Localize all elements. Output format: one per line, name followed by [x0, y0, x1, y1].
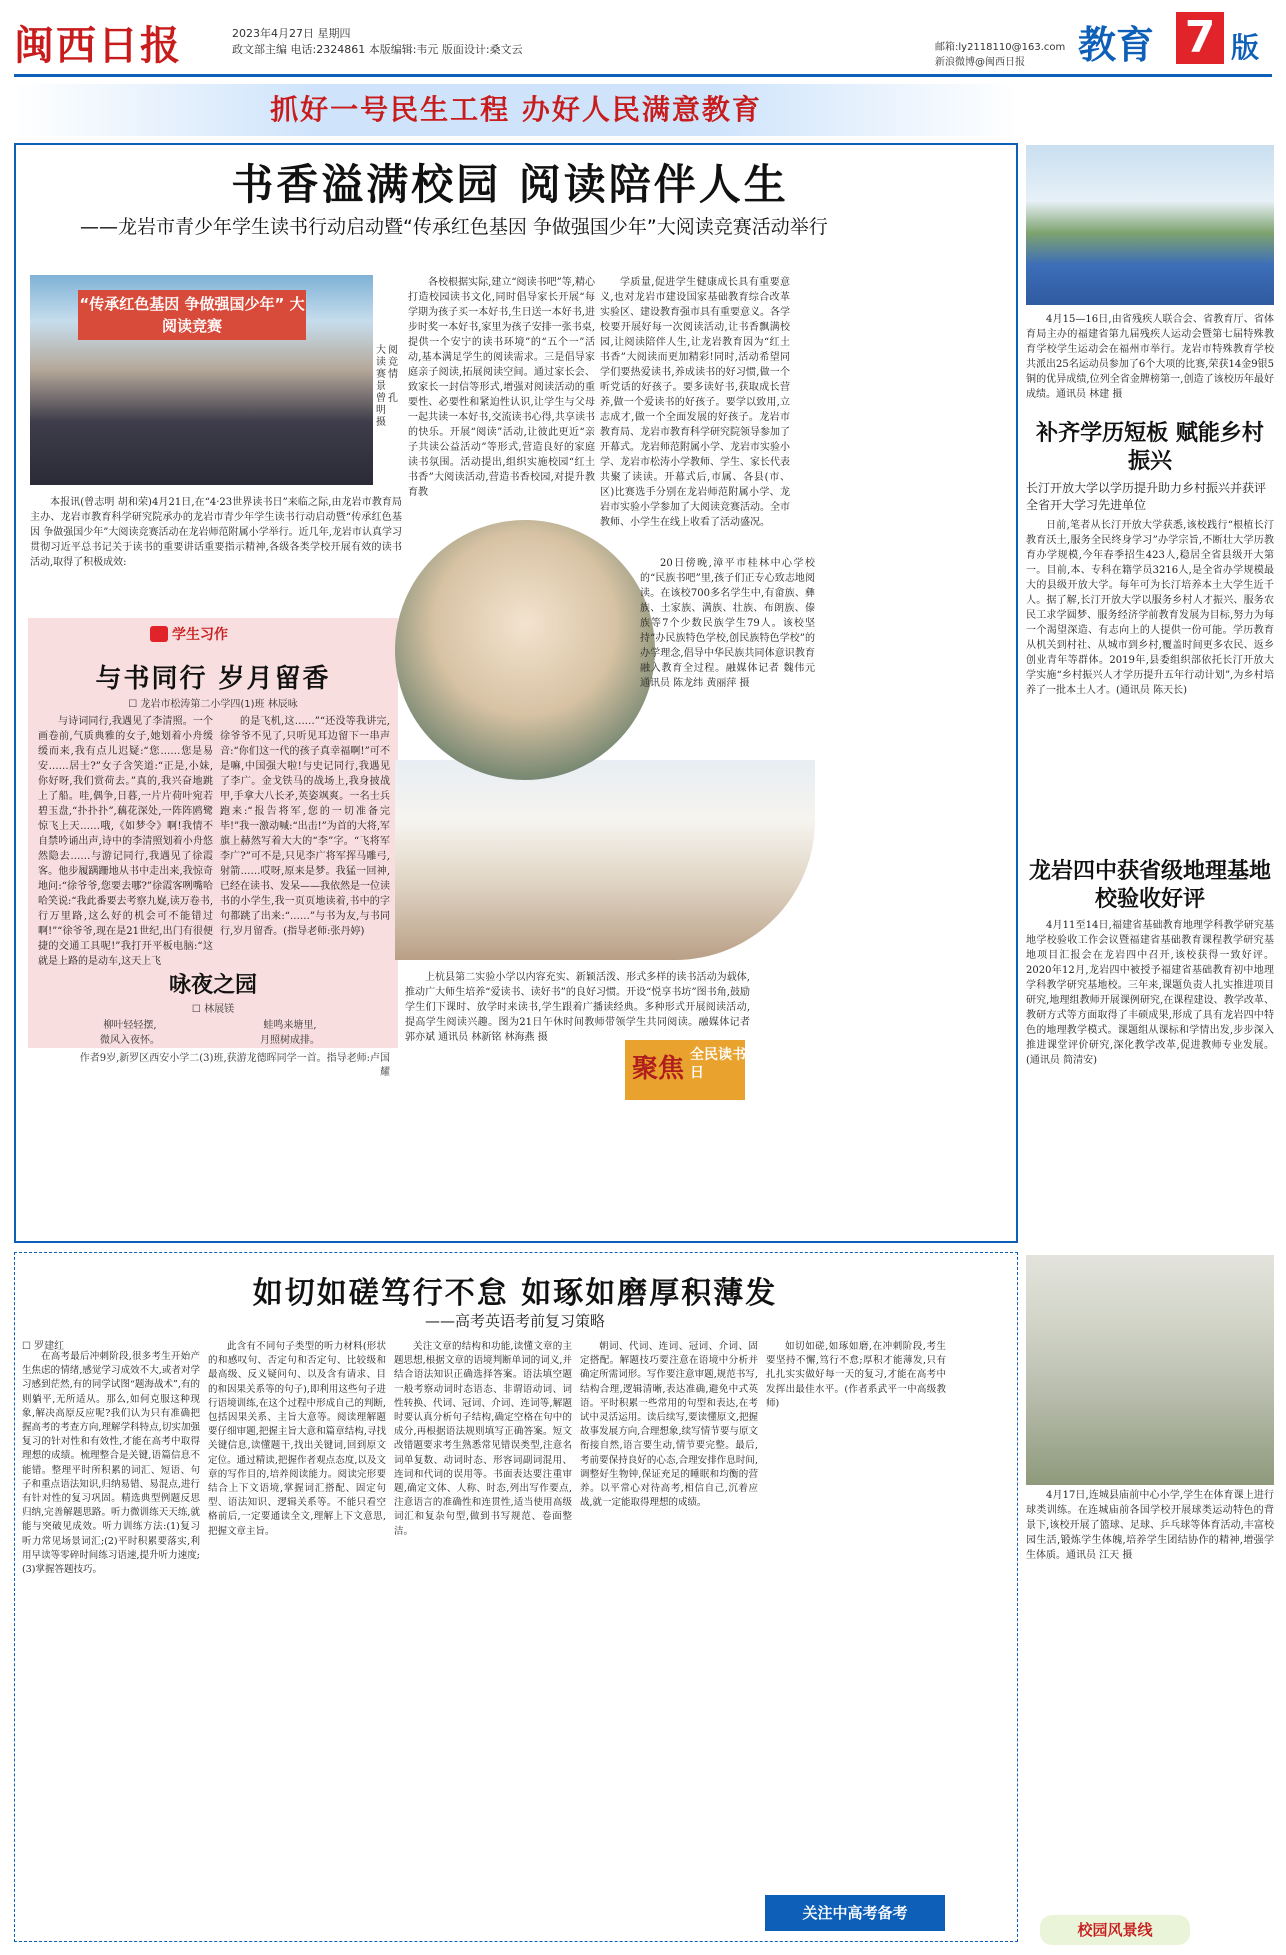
poem-byline: ☐ 林展镁: [191, 1004, 235, 1015]
page-suffix: 版: [1231, 31, 1260, 64]
contact-info: [935, 40, 1065, 70]
sports-meet-photo: [1026, 145, 1274, 305]
contact-weibo: 新浪微博@闽西日报: [935, 57, 1025, 68]
issue-editors: 政文部主编 电话:2324861 本版编辑:韦元 版面设计:桑文云: [232, 43, 523, 56]
geography-base-body: 4月11至14日,福建省基础教育地理学科教学研究基地学校验收工作会议暨福建省基础教育课程教学研究基地项目汇报会在龙岩四中召开,该校获得一致好评。2020年12月,龙岩四中被授予福建省基础教育初中地理学科教学研究基地校。三年来,课题负责人扎实推进项目研究,地理组教师开展课例研究,在课程建设、教学改革、教研方式等方面取得了丰硕成果,形成了具有龙岩四中特色的地理教学模式。课题组从课标和学情出发,步步深入推进课堂评价研究,深化教学改革,促进教师专业发展。(通讯员 简清安): [1026, 920, 1274, 1066]
english-article-col3: 关注文章的结构和功能,读懂文章的主题思想,根据文章的语境判断单词的词义,并结合语法知识正确选择答案。语法填空题一般考察动词时态语态、非谓语动词、词性转换、代词、冠词、介词、连词等,解题时要认真分析句子结构,确定空格在句中的成分,再根据语法规则填写正确答案。短文改错题要求考生熟悉常见错误类型,注意名词单复数、动词时态、形容词副词混用、连词和代词的误用等。书面表达要注重审题,确定文体、人称、时态,列出写作要点,注意语言的准确性和连贯性,适当使用高级词汇和复杂句型,做到书写规范、卷面整洁。: [394, 1341, 572, 1537]
geography-base-headline: 龙岩四中获省级地理基地校验收好评: [1028, 859, 1271, 912]
open-university-subhead: 长汀开放大学以学历提升助力乡村振兴并获评全省开大学习先进单位: [1026, 481, 1267, 512]
main-article-col2: 各校根据实际,建立“阅读书吧”等,精心打造校园读书文化,同时倡导家长开展“每学期为孩子买一本好书,生日送一本好书,进步时奖一本好书,家里为孩子安排一张书桌,提供一个安宁的读书环境”的“五个一”活动,基本满足学生的阅读需求。三是倡导家庭亲子阅读,拓展阅读空间。通过家长会、致家长一封信等形式,增强对阅读活动的重要性、必要性和紧迫性认识,让学生与父母一起共读一本好书,交流读书心得,共享读书的快乐。开展“阅读”活动,让彼此更近“亲子共读公益活动”等形式,营造良好的家庭读书氛围。活动提出,组织实施校园“红土书香”大阅读活动,营造书香校园,对提升教育教: [408, 277, 595, 498]
english-article-col4: 朝词、代词、连词、冠词、介词、固定搭配。解题技巧要注意在语境中分析并确定所需词形。写作要注意审题,规范书写,结构合理,逻辑清晰,表达准确,避免中式英语。平时积累一些常用的句型和表达,在考试中灵活运用。读后续写,要读懂原文,把握故事发展方向,合理想象,续写情节要与原文衔接自然,语言要生动,情节要完整。最后,考前要保持良好的心态,合理安排作息时间,调整好生物钟,保证充足的睡眠和均衡的营养。以平常心对待高考,相信自己,沉着应战,就一定能取得理想的成绩。: [580, 1341, 758, 1509]
classroom-reading-photo: [395, 760, 815, 960]
contact-email: 邮箱:ly2118110@163.com: [935, 42, 1066, 53]
ball-training-caption: 4月17日,连城县庙前中心小学,学生在体育课上进行球类训练。在连城庙前各国学校开展球类运动特色的背景下,该校开展了篮球、足球、乒乓球等体育活动,丰富校园生活,锻炼学生体魄,培养学生团结协作的精神,增强学生体质。通讯员 江天 摄: [1026, 1490, 1274, 1561]
english-article-author: ☐ 罗建红: [22, 1341, 65, 1352]
issue-info: [232, 26, 523, 58]
essay-col-a: 与诗词同行,我遇见了李清照。一个画卷前,气质典雅的女子,她划着小舟缓缓而来,我有点儿迟疑:“您……您是易安……居士?”女子含笑道:“正是,小妹,你好呀,我们赏荷去。”真的,我兴奋地跳上了船。哇,偶争,日暮,一片片荷叶宛若碧玉盘,“扑扑扑”,藕花深处,一阵阵鸥鹭惊飞上天……哦,《如梦令》啊!我情不自禁吟诵出声,诗中的李清照划着小舟悠然隐去……与游记同行,我遇见了徐霞客。他步履蹒跚地从书中走出来,我惊奇地问:“徐爷爷,您要去哪?”徐霞客咧嘴哈哈笑说:“我此番要去考察九嶷,读万卷书,行万里路,这么好的机会可不能错过啊!”“徐爷爷,现在是21世纪,出门有很便捷的交通工具呢!”我打开平板电脑:“这就是上路的是动车,这天上飞: [38, 716, 213, 967]
essay-title: 与书同行 岁月留香: [95, 664, 331, 694]
page-number: 7: [1176, 12, 1224, 64]
exam-prep-tag: 关注中高考备考: [765, 1895, 945, 1931]
photo-stage-banner: “传承红色基因 争做强国少年” 大阅读竞赛: [78, 290, 306, 340]
main-article-title: 书香溢满校园 阅读陪伴人生: [231, 160, 789, 209]
essay-tag: 学生习作: [172, 627, 228, 643]
classroom-caption: 上杭县第二实验小学以内容充实、新颖活泼、形式多样的读书活动为载体,推动广大师生培养“爱读书、读好书”的良好习惯。开设“悦享书坊”图书角,鼓励学生们下课时、放学时来读书,学生跟着广播读经典。多种形式开展阅读活动,提高学生阅读兴趣。图为21日午休时间教师带领学生共同阅读。融媒体记者 郭亦斌 通讯员 林新铭 林海燕 摄: [405, 972, 750, 1043]
open-university-headline: 补齐学历短板 赋能乡村振兴: [1036, 421, 1264, 474]
poem-lines-a: 柳叶轻轻摆, 微风入夜怀。: [100, 1020, 160, 1046]
english-article-col5: 如切如磋,如琢如磨,在冲刺阶段,考生要坚持不懈,笃行不怠;厚积才能薄发,只有扎扎实实做好每一天的复习,才能在高考中发挥出最佳水平。(作者系武平一中高级教师): [766, 1341, 946, 1409]
banner-headline: 抓好一号民生工程 办好人民满意教育: [270, 93, 762, 126]
english-article-subtitle: ——高考英语考前复习策略: [424, 1312, 605, 1330]
english-article-title: 如切如磋笃行不怠 如琢如磨厚积薄发: [252, 1276, 778, 1311]
masthead-rule: [14, 74, 1272, 77]
event-photo-caption: 大阅读竞赛情景 曾孔明 摄: [376, 345, 398, 428]
open-university-body: 日前,笔者从长汀开放大学获悉,该校践行“根植长汀教育沃土,服务全民终身学习”办学宗旨,不断壮大学历教育办学规模,今年春季招生423人,稳居全省县级开大第一。目前,本、专科在籍学员3216人,是全省办学规模最大的县级开放大学。每年可为长汀培养本土大学生近千人。据了解,长汀开放大学以服务乡村人才振兴、服务农民工求学圆梦、服务经济学前教育发展为目标,努力为每一个渴望深造、有志向上的人提供一份可能。学历教育从机关到村社、从城市到乡村,覆盖时间更多农民、返乡创业青年等群体。2019年,县委组织部依托长汀开放大学实施“乡村振兴人才学历提升五年行动计划”,为乡村培养了一批本土人才。(通讯员 陈天长): [1026, 520, 1274, 696]
poem-title: 咏夜之园: [168, 973, 257, 998]
seal-char: 聚焦: [632, 1054, 685, 1084]
book-bar-reading-photo: [395, 520, 655, 780]
masthead-logo: 闽西日报: [14, 22, 182, 69]
main-article-subtitle: ——龙岩市青少年学生读书行动启动暨“传承红色基因 争做强国少年”大阅读竞赛活动举行: [80, 216, 828, 238]
issue-date: 2023年4月27日 星期四: [232, 27, 351, 40]
campus-scenery-tag: 校园风景线: [1040, 1915, 1190, 1945]
book-icon: [150, 626, 168, 642]
main-article-col3: 学质量,促进学生健康成长具有重要意义,也对龙岩市建设国家基础教育综合改革实验区、建设教育强市具有重要意义。各学校要开展好每一次阅读活动,让书香飘满校园,让阅读陪伴人生,让龙岩教育因为“红土书香”大阅读而更加精彩!同时,活动希望同学们要热爱读书,养成读书的好习惯,做一个听党话的好孩子。要多读好书,获取成长营养,做一个爱读书的好孩子。要学以致用,立志成才,做一个全面发展的好孩子。龙岩市教育局、龙岩市教育科学研究院领导参加了开幕式。龙岩师范附属小学、龙岩市实验小学、龙岩市松涛小学教师、学生、家长代表共聚了读读。开幕式后,市属、各县(市、区)比赛选手分别在龙岩师范附属小学、龙岩市实验小学参加了大阅读竞赛活动。全市教师、小学生在线上收看了活动盛况。: [600, 277, 790, 528]
english-article-col2: 此含有不同句子类型的听力材料(形状的和感叹句、否定句和否定句、比较级和最高级、反义疑问句、以及含有请求、目的和因果关系等的句子),即利用这些句子进行语境训练,在这个过程中形成自己的判断,包括因果关系、主旨大意等。阅读理解题要仔细审题,把握主旨大意和篇章结构,寻找关键信息,读懂题干,找出关键词,回到原文定位。通过精读,把握作者观点态度,以及文章的写作目的,培养阅读能力。阅读完形要结合上下文语境,掌握词汇搭配、固定句型、语法知识、逻辑关系等。不能只看空格前后,一定要通读全文,理解上下文意思,把握文章主旨。: [208, 1341, 386, 1537]
ball-training-photo: [1026, 1255, 1274, 1485]
essay-col-b: 的是飞机,这……”“还没等我讲完,徐爷爷不见了,只听见耳边留下一串声音:“你们这一代的孩子真幸福啊!”可不是嘛,中国强大啦!与史记同行,我遇见了李广。金戈铁马的战场上,我身披战甲,手拿大八长矛,英姿飒爽。一名士兵跑来:“报告将军,您的一切准备完毕!”我一激动喊:“出击!”为首的大将,军旗上赫然写着大大的“李”字。“飞将军李广?”可不是,只见李广将军挥马雕弓,射箭……哎呀,原来是梦。我猛一回神,已经在读书、发呆——我依然是一位读书的小学生,我一页页地读着,书中的字句都跳了出来:“……”与书为友,与书同行,岁月留香。(指导老师:张丹婷): [220, 716, 390, 937]
essay-byline: ☐ 龙岩市松涛第二小学四(1)班 林辰咏: [128, 699, 298, 710]
book-bar-caption: 20日傍晚,漳平市桂林中心学校的“民族书吧”里,孩子们正专心致志地阅读。在该校700多名学生中,有畲族、彝族、土家族、满族、壮族、布朗族、傣族等7个少数民族学生79人。该校坚持“办民族特色学校,创民族特色学校”的办学理念,倡导中华民族共同体意识教育融入教育全过程。融媒体记者 魏伟元 通讯员 陈龙纬 黄丽萍 摄: [640, 558, 815, 689]
english-article-col1: 在高考最后冲刺阶段,很多考生开始产生焦虑的情绪,感觉学习成效不大,或者对学习感到茫然,有的同学试图“题海战术”,有的则躺平,无所适从。那么,如何克服这种现象,解决高原反应呢?我们认为只有准确把握高考的考查方向,理解学科特点,切实加强复习的针对性和有效性,才能在高考中取得理想的成绩。梳理整合是关键,语篇信息不能错。整理平时所积累的词汇、短语、句子和重点语法知识,归纳易错、易混点,进行有针对性的复习巩固。精选典型例题反思归纳,完善解题思路。听力微训练天天练,就能与突破见成效。听力训练方法:(1)复习听力常见场景词汇;(2)平时积累要落实,利用早读等零碎时间练习语速,提升听力速度;(3)掌握答题技巧。: [22, 1351, 200, 1576]
main-article-col1: 本报讯(曾志明 胡和荣)4月21日,在“4·23世界读书日”来临之际,由龙岩市教育局主办、龙岩市教育科学研究院承办的龙岩市青少年学生读书行动启动暨“传承红色基因 争做强国少年”大阅读竞赛活动在龙岩师范附属小学举行。近几年,龙岩市认真学习贯彻习近平总书记关于读书的重要讲话重要指示精神,各级各类学校开展有效的读书活动,取得了积极成效:: [30, 497, 402, 568]
sports-meet-caption: 4月15—16日,由省残疾人联合会、省教育厅、省体育局主办的福建省第九届残疾人运动会暨第七届特殊教育学校学生运动会在福州市举行。龙岩市特殊教育学校共派出25名运动员参加了6个大项的比赛,荣获14金9银5铜的优异成绩,位列全省金牌榜第一,创造了该校历年最好成绩。通讯员 林建 摄: [1026, 314, 1274, 400]
seal-text: 全民读书日: [690, 1047, 746, 1081]
poem-lines-b: 蛙鸣来塘里, 月照树成排。: [260, 1020, 320, 1046]
section-name: 教育: [1078, 23, 1155, 67]
poem-note: 作者9岁,新罗区西安小学二(3)班,获游龙德晖同学一首。指导老师:卢国耀: [79, 1053, 390, 1078]
